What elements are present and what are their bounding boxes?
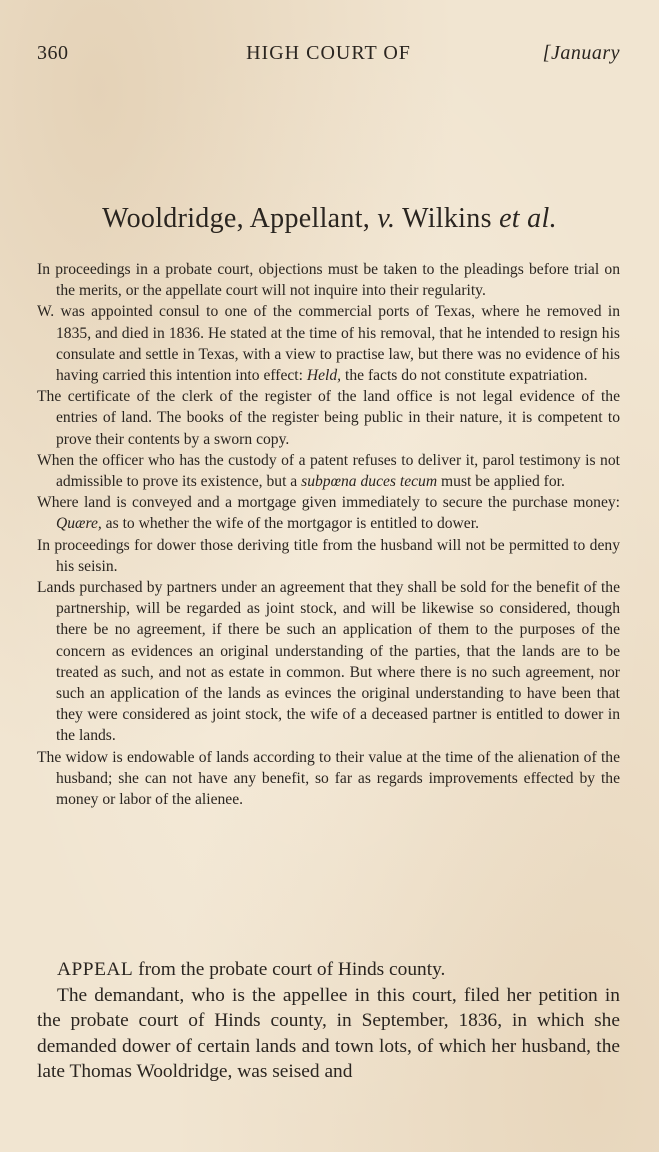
- headnote-text: W. was appointed consul to one of the commercial ports of Texas, where he removed in 1835, and died in 1836. He stated at the time of his removal, that he intended to resign his consulate and settle in Texas, with a view to practise law, but there was no evidence of his having carried this intention into effect:: [37, 303, 620, 385]
- case-title: [0, 203, 659, 235]
- headnote-text: In proceedings in a probate court, objections must be taken to the pleadings before trial on the merits, or the appellate court will not inquire into their regularity.: [37, 261, 620, 300]
- headnote-1: [37, 259, 620, 301]
- headnote-4: [37, 450, 620, 492]
- running-head-month: [January: [542, 42, 620, 64]
- headnote-text: When the officer who has the custody of a patent refuses to deliver it, parol testimony is not admissible to prove its existence, but a: [37, 451, 620, 491]
- headnote-text: In proceedings for dower those deriving title from the husband will not be permitted to deny his seisin.: [37, 536, 620, 575]
- page-number: 360: [37, 42, 69, 64]
- appeal-lead: APPEAL: [57, 959, 134, 980]
- running-head: [37, 42, 620, 72]
- body-text: [37, 957, 620, 1085]
- headnote-italic: Held,: [306, 367, 342, 385]
- appeal-rest: from the probate court of Hinds county.: [133, 959, 446, 980]
- case-title-versus: v.: [377, 203, 396, 234]
- headnote-7: [37, 577, 620, 747]
- appeal-paragraph: [37, 957, 620, 983]
- case-title-part1: Wooldridge, Appellant,: [102, 203, 378, 234]
- headnote-text: The certificate of the clerk of the register of the land office is not legal evidence of the entries of land. The books of the register being public in their nature, it is competent to prove their contents by a sworn copy.: [37, 388, 620, 448]
- case-title-part2: Wilkins: [395, 203, 500, 234]
- headnotes: [37, 259, 620, 810]
- headnote-3: [37, 386, 620, 450]
- headnote-text: as to whether the wife of the mortgagor is entitled to dower.: [101, 515, 479, 533]
- headnote-text: Lands purchased by partners under an agreement that they shall be sold for the benefit of the partnership, will be regarded as joint stock, and will be likewise so considered, though there be no agreement, if there be such an application of them to the purposes of the concern as evidences an original understanding of the parties, that the lands are to be treated as such, and not as estate in common. But where there is no such agreement, nor such an application of the lands as evinces the original understanding to have been that they were considered as joint stock, the wife of a deceased partner is entitled to dower in the lands.: [37, 579, 620, 745]
- headnote-8: [37, 747, 620, 811]
- headnote-italic: Quære,: [56, 515, 102, 533]
- body-paragraph: The demandant, who is the appellee in this court, filed her petition in the probate court of Hinds county, in September, 1836, in which she demanded dower of certain lands and town lots, of which her husband, the late Thomas Wooldridge, was seised and: [37, 984, 620, 1082]
- headnote-5: [37, 492, 620, 534]
- case-title-et-al: et al.: [499, 203, 557, 234]
- running-head-title: HIGH COURT OF: [246, 42, 411, 64]
- headnote-6: [37, 535, 620, 577]
- headnote-2: [37, 301, 620, 386]
- headnote-text: the facts do not constitute expatriation.: [341, 367, 588, 385]
- headnote-text: must be applied for.: [437, 473, 565, 491]
- headnote-text: The widow is endowable of lands according to their value at the time of the alienation of the husband; she can not have any benefit, so far as regards improvements effected by the money or labor of the alienee.: [37, 748, 620, 809]
- headnote-text: Where land is conveyed and a mortgage given immediately to secure the purchase money:: [37, 494, 620, 512]
- headnote-italic: subpœna duces tecum: [301, 473, 438, 491]
